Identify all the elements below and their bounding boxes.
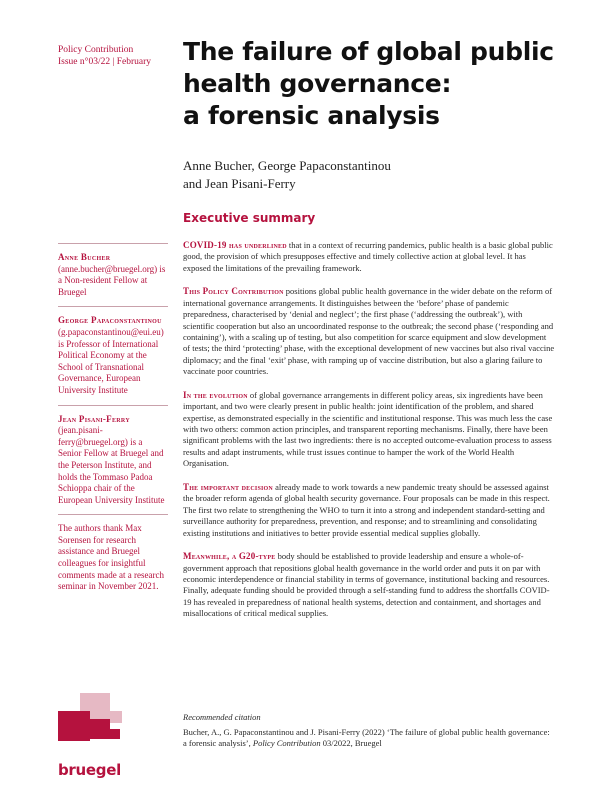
- author-bio-text: (g.papaconstantinou@eui.eu) is Professor of International Political Economy at the School of Transnational Governance, European University Institute: [58, 326, 164, 395]
- logo-square-light-small: [110, 711, 122, 723]
- author-bio: [58, 405, 168, 515]
- summary-paragraph: [183, 286, 555, 377]
- summary-paragraph: [183, 390, 555, 470]
- authors-line-2: and Jean Pisani-Ferry: [183, 176, 296, 191]
- title-line-3: a forensic analysis: [183, 101, 440, 130]
- author-name: George Papaconstantinou: [58, 315, 162, 326]
- summary-paragraph: [183, 482, 555, 539]
- citation-label: Recommended citation: [183, 712, 261, 722]
- author-name: Jean Pisani-Ferry: [58, 413, 130, 424]
- author-name: Anne Bucher: [58, 252, 111, 262]
- executive-summary-heading: Executive summary: [183, 211, 316, 225]
- citation-text: Bucher, A., G. Papaconstantinou and J. Pisani-Ferry (2022) ‘The failure of global public health governance: a forensic analysis’,: [183, 726, 550, 749]
- citation-issue: 03/2022, Bruegel: [320, 738, 382, 749]
- paragraph-lead: COVID-19 has underlined: [183, 240, 287, 250]
- page-title: [183, 36, 563, 132]
- citation-journal: Policy Contribution: [252, 738, 321, 749]
- title-line-2: health governance:: [183, 69, 452, 98]
- author-bio-text: (jean.pisani-ferry@bruegel.org) is a Senior Fellow at Bruegel and the Peterson Institute, and holds the Tommaso Padoa Schioppa chair of the European University Institute: [58, 425, 165, 505]
- author-bio: [58, 306, 168, 404]
- author-list: [183, 157, 563, 193]
- series-name: Policy Contribution: [58, 45, 134, 55]
- paragraph-text: body should be established to provide leadership and ensure a whole-of-government approach that repositions global health governance in the world order and puts it on par with economic interdependence or financial stability in terms of governance, institutional backing and resources. Finally, adequate funding should be provided through a self-standing fund to address the shortfalls COVID-19 has revealed in preparedness of national health systems, detection and containment, and shortages and misallocations of critical medical supplies.: [183, 551, 550, 619]
- series-info: [58, 44, 168, 68]
- logo-square-dark-large: [58, 711, 90, 741]
- recommended-citation: [183, 712, 555, 750]
- title-line-1: The failure of global public: [183, 37, 554, 66]
- paragraph-lead: In the evolution: [183, 389, 248, 400]
- paragraph-lead: Meanwhile, a G20-type: [183, 551, 276, 562]
- paragraph-text: positions global public health governance in the wider debate on the reform of international governance arrangements. It distinguishes between the ‘before’ phase of pandemic preparedness, characterised by ‘denial and neglect’; the first phase (‘addressing the outbreak’), with scientific cooperation but also an uncoordinated response to the outbreak; the second phase (‘responding and containing’), with a scaling up of testing, but also competition for scarce equipment and slow development of tests; the third ‘protecting’ phase, with the exceptional development of new vaccines but also rival vaccine diplomacy; and the final ‘exit’ phase, with ramping up of vaccine distribution, but also a glaring failure to vaccinate poor countries.: [183, 286, 555, 377]
- authors-line-1: Anne Bucher, George Papaconstantinou: [183, 158, 391, 173]
- author-bio-text: (anne.bucher@bruegel.org) is a Non-resident Fellow at Bruegel: [58, 263, 166, 297]
- summary-paragraph: [183, 240, 555, 274]
- logo-square-dark-medium: [90, 719, 110, 739]
- acknowledgements: The authors thank Max Sorensen for research assistance and Bruegel colleagues for insightful comments made at a research seminar in November 2021.: [58, 514, 168, 601]
- summary-body: [183, 240, 555, 632]
- paragraph-lead: The important decision: [183, 481, 273, 492]
- logo-square-dark-small: [110, 729, 120, 739]
- author-bio: [58, 243, 168, 306]
- paragraph-text: of global governance arrangements in different policy areas, six ingredients have been important, and two were clearly present in public health: joint identification of the problem, and shared expertise, as demonstrated especially in the scientific and institutional response. This was much less the case with two others: common action principles, and transparent reporting mechanisms. Finally, there have been significant problems with the last two ingredients: there is no accepted outcome-evaluation process to assess results and adapt instruments, while trust issues continue to hamper the work of the World Health Organisation.: [183, 389, 553, 469]
- issue-number: Issue n°03/22 | February: [58, 57, 152, 67]
- paragraph-lead: This Policy Contribution: [183, 286, 284, 297]
- paragraph-text: that in a context of recurring pandemics, public health is a basic global public good, the provision of which presupposes effective and timely collective action at global level. It has exposed the limitations of the prevailing framework.: [183, 240, 553, 273]
- author-sidebar: [58, 243, 168, 601]
- summary-paragraph: [183, 551, 555, 619]
- paragraph-text: already made to work towards a new pandemic treaty should be assessed against the broader reform agenda of global health security governance. Four proposals can be made in this respect. The first two relate to strengthening the WHO to turn it into a strong and independent standard-setting and surveillance authority for preparedness, prevention, and response; and to streamlining and consolidating existing institutions and initiatives to better provide essential medical supplies globally.: [183, 481, 550, 538]
- logo-wordmark: bruegel: [58, 761, 121, 779]
